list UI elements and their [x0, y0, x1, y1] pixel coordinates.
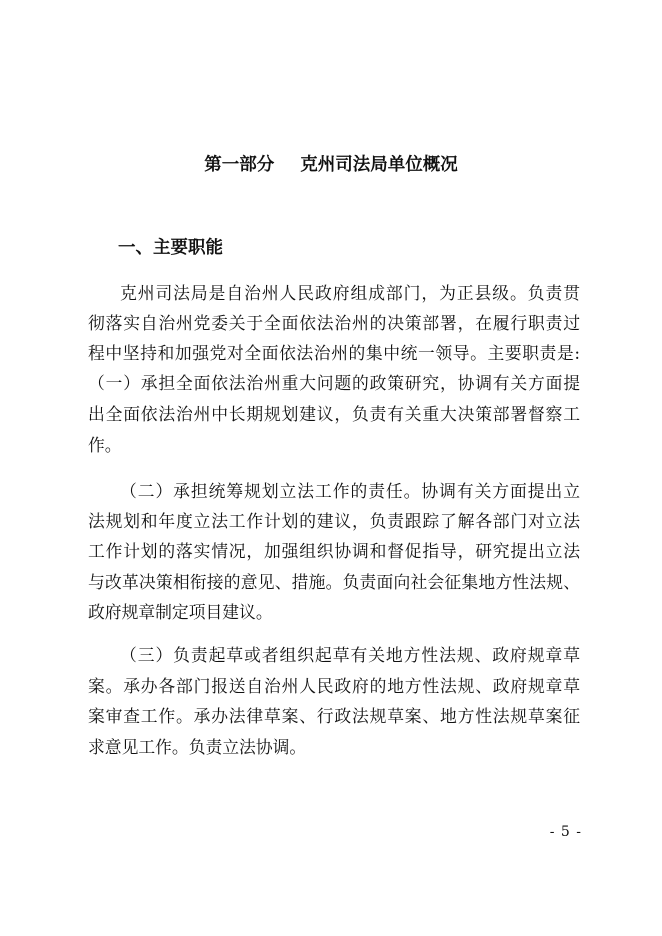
paragraph-2-line: 与改革决策相衔接的意见、措施。负责面向社会征集地方性法规、 [88, 572, 580, 592]
paragraph-1-line: 彻落实自治州党委关于全面依法治州的决策部署，在履行职责过 [88, 313, 580, 333]
paragraph-3-line: （三）负责起草或者组织起草有关地方性法规、政府规章草 [120, 645, 580, 665]
paragraph-1-line: 程中坚持和加强党对全面依法治州的集中统一领导。主要职责是: [88, 343, 580, 363]
title-part: 第一部分 [204, 155, 275, 175]
paragraph-2-line: 政府规章制定项目建议。 [88, 602, 273, 622]
paragraph-3-line: 案审查工作。承办法律草案、行政法规草案、地方性法规草案征 [88, 706, 580, 726]
title-name: 克州司法局单位概况 [300, 155, 458, 175]
paragraph-2-line: （二）承担统筹规划立法工作的责任。协调有关方面提出立 [120, 481, 580, 501]
paragraph-3-line: 案。承办各部门报送自治州人民政府的地方性法规、政府规章草 [88, 676, 580, 696]
paragraph-1-line: 出全面依法治州中长期规划建议，负责有关重大决策部署督察工 [88, 404, 580, 424]
paragraph-2-line: 工作计划的落实情况，加强组织协调和督促指导，研究提出立法 [88, 541, 580, 561]
paragraph-2-line: 法规划和年度立法工作计划的建议，负责跟踪了解各部门对立法 [88, 511, 580, 531]
paragraph-3-line: 求意见工作。负责立法协调。 [88, 737, 307, 757]
page-number: - 5 - [549, 824, 582, 840]
paragraph-1-line: （一）承担全面依法治州重大问题的政策研究，协调有关方面提 [88, 373, 580, 393]
paragraph-1-line: 克州司法局是自治州人民政府组成部门，为正县级。负责贯 [120, 283, 580, 303]
page-title [0, 150, 662, 180]
section-heading: 一、主要职能 [118, 238, 223, 258]
paragraph-1-line: 作。 [88, 435, 122, 455]
